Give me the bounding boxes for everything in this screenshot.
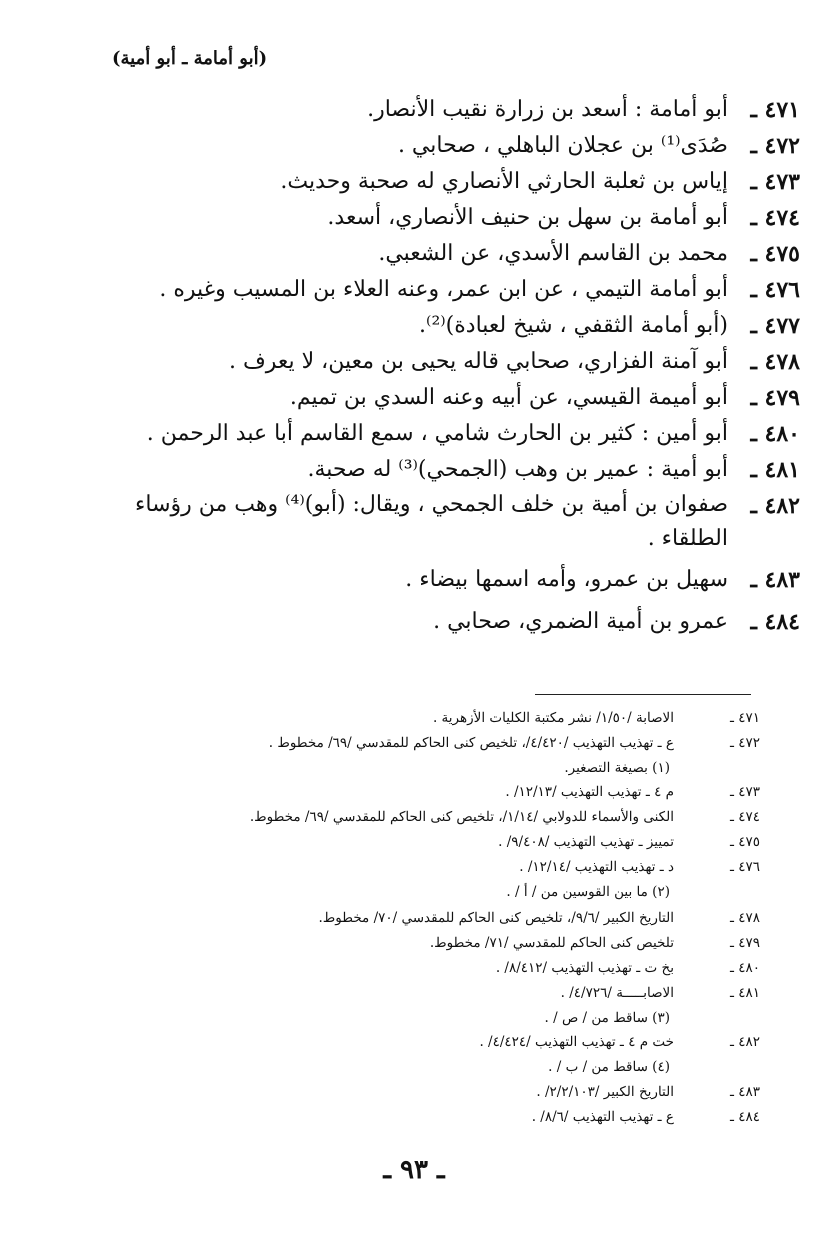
entry-text: أبو أمين : كثير بن الحارث شامي ، سمع القاسم أبا عبد الرحمن . xyxy=(146,421,728,446)
note-481 xyxy=(200,981,760,1006)
note-475 xyxy=(200,830,760,855)
note-471 xyxy=(200,706,760,731)
entry-text: عمرو بن أمية الضمري، صحابي . xyxy=(433,609,728,634)
entry-number: ٤٨٠ ـ xyxy=(750,421,800,447)
note-text: التاريخ الكبير /٩/٦/، تلخيص كنى الحاكم للمقدسي /٧٠/ مخطوط. xyxy=(318,910,674,927)
source-notes xyxy=(200,706,760,1130)
entry-number: ٤٧٥ ـ xyxy=(750,241,800,267)
note-number xyxy=(674,1006,760,1031)
entry-text: أبو أمامة بن سهل بن حنيف الأنصاري، أسعد. xyxy=(327,205,728,230)
note-474 xyxy=(200,805,760,830)
entry-text: أبو أمية : عمير بن وهب (الجمحي)⁽³⁾ له صحبة. xyxy=(307,457,728,482)
note-number: ٤٧٣ ـ xyxy=(729,784,760,801)
entry-number: ٤٧٢ ـ xyxy=(750,133,800,159)
footnote-4 xyxy=(200,1055,760,1080)
note-text: (٤) ساقط من / ب / . xyxy=(548,1059,670,1076)
footnote-divider xyxy=(535,694,751,695)
note-text: تلخيص كنى الحاكم للمقدسي /٧١/ مخطوط. xyxy=(429,935,674,952)
entry-number: ٤٧٣ ـ xyxy=(750,169,800,195)
entry-number: ٤٧٤ ـ xyxy=(750,205,800,231)
note-number: ٤٧٢ ـ xyxy=(729,734,760,751)
note-number xyxy=(674,756,760,781)
note-text: التاريخ الكبير /٢/٢/١٠٣/ . xyxy=(536,1083,674,1100)
note-484 xyxy=(200,1105,760,1130)
entry-471 xyxy=(100,92,800,128)
entries-list xyxy=(100,92,800,640)
entry-480 xyxy=(100,416,800,452)
note-number: ٤٧١ ـ xyxy=(729,710,760,726)
note-text: الاصابـــــة /٤/٧٢٦/ . xyxy=(560,984,674,1001)
entry-number: ٤٧١ ـ xyxy=(750,97,800,123)
entry-text: أبو أمامة التيمي ، عن ابن عمر، وعنه العلاء بن المسيب وغيره . xyxy=(159,277,728,302)
note-number xyxy=(674,1055,760,1080)
note-number xyxy=(674,880,760,905)
note-478 xyxy=(200,906,760,931)
entry-text: أبو أمامة : أسعد بن زرارة نقيب الأنصار. xyxy=(367,97,728,122)
entry-483 xyxy=(100,562,800,598)
note-text: الكنى والأسماء للدولابي /١/١٤/، تلخيص كنى الحاكم للمقدسي /٦٩/ مخطوط. xyxy=(249,809,674,826)
entry-474 xyxy=(100,200,800,236)
note-text: بخ ت ـ تهذيب التهذيب /٨/٤١٢/ . xyxy=(495,959,674,976)
note-479 xyxy=(200,931,760,956)
note-number: ٤٧٨ ـ xyxy=(729,910,760,927)
entry-text: سهيل بن عمرو، وأمه اسمها بيضاء . xyxy=(405,567,728,592)
note-number: ٤٧٦ ـ xyxy=(729,858,760,875)
entry-text: صُدَى⁽¹⁾ بن عجلان الباهلي ، صحابي . xyxy=(397,133,728,158)
note-text: ع ـ تهذيب التهذيب /٤/٤٢٠/، تلخيص كنى الحاكم للمقدسي /٦٩/ مخطوط . xyxy=(268,734,674,751)
note-number: ٤٧٩ ـ xyxy=(729,935,760,952)
entry-481 xyxy=(100,452,800,488)
note-476 xyxy=(200,855,760,880)
entry-484 xyxy=(100,604,800,640)
entry-text: محمد بن القاسم الأسدي، عن الشعبي. xyxy=(378,241,728,266)
note-text: تمييز ـ تهذيب التهذيب /٩/٤٠٨/ . xyxy=(498,833,674,850)
entry-472 xyxy=(100,128,800,164)
note-number: ٤٨٤ ـ xyxy=(729,1108,760,1125)
note-text: (١) بصيغة التصغير. xyxy=(564,759,670,776)
note-text: م ٤ ـ تهذيب التهذيب /١٢/١٣/ . xyxy=(505,784,674,801)
note-text: الاصابة /١/٥٠/ نشر مكتبة الكليات الأزهرية . xyxy=(432,710,674,726)
note-text: خت م ٤ ـ تهذيب التهذيب /٤/٤٢٤/ . xyxy=(479,1034,674,1051)
note-text: ع ـ تهذيب التهذيب /٨/٦/ . xyxy=(531,1108,674,1125)
entry-text: أبو أميمة القيسي، عن أبيه وعنه السدي بن تميم. xyxy=(289,385,728,410)
entry-number: ٤٧٦ ـ xyxy=(750,277,800,303)
entry-number: ٤٧٩ ـ xyxy=(750,385,800,411)
entry-text: إياس بن ثعلبة الحارثي الأنصاري له صحبة وحديث. xyxy=(280,169,728,194)
note-480 xyxy=(200,956,760,981)
entry-number: ٤٨٤ ـ xyxy=(750,609,800,635)
footnote-1 xyxy=(200,756,760,781)
note-472 xyxy=(200,731,760,756)
page-number: ـ ٩٣ ـ xyxy=(383,1155,445,1185)
note-number: ٤٨١ ـ xyxy=(729,984,760,1001)
entry-473 xyxy=(100,164,800,200)
entry-number: ٤٨١ ـ xyxy=(750,457,800,483)
entry-number: ٤٨٣ ـ xyxy=(750,567,800,593)
running-header: (أبو أمامة ـ أبو أمية) xyxy=(112,48,268,69)
note-number: ٤٧٤ ـ xyxy=(729,809,760,826)
entry-number: ٤٧٧ ـ xyxy=(750,313,800,339)
entry-477 xyxy=(100,308,800,344)
entry-number: ٤٧٨ ـ xyxy=(750,349,800,375)
note-number: ٤٧٥ ـ xyxy=(729,833,760,850)
footnote-2 xyxy=(200,880,760,905)
entry-476 xyxy=(100,272,800,308)
note-483 xyxy=(200,1080,760,1105)
note-text: د ـ تهذيب التهذيب /١٢/١٤/ . xyxy=(519,858,674,875)
entry-number: ٤٨٢ ـ xyxy=(750,493,800,519)
note-number: ٤٨٢ ـ xyxy=(729,1034,760,1051)
entry-text: أبو آمنة الفزاري، صحابي قاله يحيى بن معين، لا يعرف . xyxy=(228,349,728,374)
entry-text: صفوان بن أمية بن خلف الجمحي ، ويقال: (أبو)⁽⁴⁾ وهب من رؤساء الطلقاء . xyxy=(135,492,728,551)
footnote-3 xyxy=(200,1006,760,1031)
note-482 xyxy=(200,1030,760,1055)
entry-479 xyxy=(100,380,800,416)
note-number: ٤٨٣ ـ xyxy=(729,1083,760,1100)
note-text: (٢) ما بين القوسين من / أ / . xyxy=(506,883,670,900)
entry-text: (أبو أمامة الثقفي ، شيخ لعبادة)⁽²⁾. xyxy=(419,313,728,338)
note-473 xyxy=(200,780,760,805)
note-number: ٤٨٠ ـ xyxy=(729,959,760,976)
entry-475 xyxy=(100,236,800,272)
note-text: (٣) ساقط من / ص / . xyxy=(544,1009,670,1026)
entry-482 xyxy=(100,488,800,556)
entry-478 xyxy=(100,344,800,380)
